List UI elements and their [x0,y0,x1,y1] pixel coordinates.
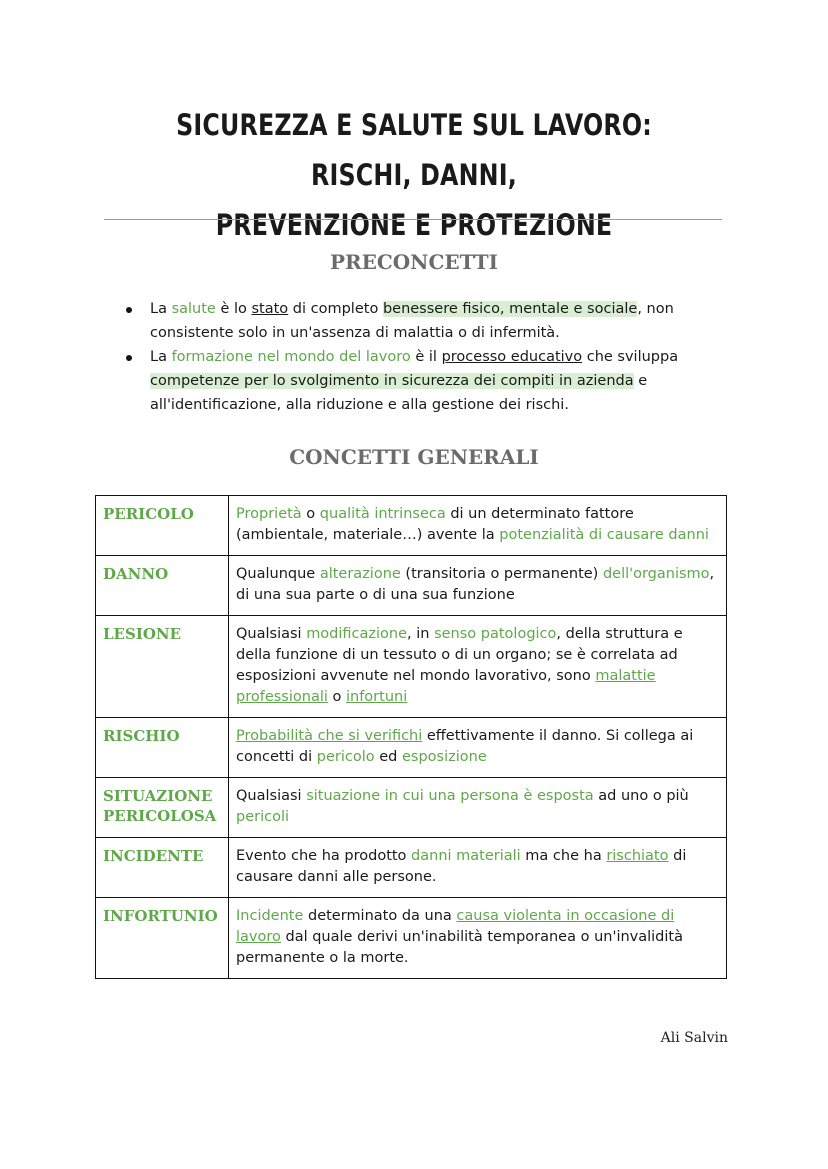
table-row [96,838,727,898]
text-segment: è lo [215,301,252,317]
emphasized-text: alterazione [319,566,401,582]
text-segment: di completo [288,301,383,317]
page-title [124,100,705,250]
emphasized-text: rischiato [606,848,669,864]
concept-definition [229,616,727,718]
table-row [96,556,727,616]
emphasized-text: pericolo [316,749,375,765]
concept-term: LESIONE [96,616,229,718]
emphasized-text: malattie professionali [236,668,656,705]
text-segment: , della struttura e della funzione di un tessuto o di un organo; se è correlata ad esposizioni avvenute nel mondo lavorativo, sono [236,626,683,684]
title-divider [104,219,722,220]
preconcetti-list [122,297,682,417]
concept-definition [229,718,727,778]
text-segment: di un determinato fattore (ambientale, materiale…) avente la [236,506,634,543]
title-line-1: SICUREZZA E SALUTE SUL LAVORO: RISCHI, DANNI, [176,108,652,192]
text-segment: o [327,689,346,705]
text-segment: ad uno o più [593,788,689,804]
emphasized-text: formazione nel mondo del lavoro [171,349,411,365]
text-segment: e all'identificazione, alla riduzione e alla gestione dei rischi. [150,373,648,413]
author-name: Ali Salvin [660,1030,728,1046]
title-line-2: PREVENZIONE E PROTEZIONE [215,208,613,242]
concept-definition [229,556,727,616]
emphasized-text: senso patologico [434,626,557,642]
section-heading-preconcetti: PRECONCETTI [329,250,499,274]
emphasized-text: Incidente [236,908,304,924]
table-row [96,898,727,979]
emphasized-text: pericoli [236,809,290,825]
text-segment: La [150,349,172,365]
table-row [96,616,727,718]
concept-term: RISCHIO [96,718,229,778]
text-segment: , di una sua parte o di una sua funzione [236,566,715,603]
concept-term: DANNO [96,556,229,616]
table-row [96,496,727,556]
concept-definition [229,838,727,898]
emphasized-text: benessere fisico, mentale e sociale [382,301,638,317]
concept-definition [229,496,727,556]
emphasized-text: qualità intrinseca [319,506,446,522]
text-segment: , non consistente solo in un'assenza di malattia o di infermità. [150,301,674,341]
list-item [122,345,682,417]
text-segment: Qualsiasi [236,626,307,642]
concept-definition [229,778,727,838]
text-segment: di causare danni alle persone. [236,848,687,885]
emphasized-text: infortuni [345,689,408,705]
text-segment: Evento che ha prodotto [236,848,412,864]
concepts-table [95,495,727,979]
text-segment: che sviluppa [582,349,679,365]
text-segment: , in [407,626,435,642]
concept-definition [229,898,727,979]
text-segment: dal quale derivi un'inabilità temporanea o un'invalidità permanente o la morte. [236,929,683,966]
section-heading-concetti-generali: CONCETTI GENERALI [289,445,539,469]
emphasized-text: modificazione [306,626,408,642]
list-item [122,297,682,345]
concept-term: INFORTUNIO [96,898,229,979]
table-row [96,778,727,838]
text-segment: ed [374,749,402,765]
text-segment: o [301,506,320,522]
emphasized-text: situazione in cui una persona è esposta [306,788,594,804]
emphasized-text: dell'organismo [602,566,710,582]
table-row [96,718,727,778]
text-segment: effettivamente il danno. Si collega ai concetti di [236,728,694,765]
emphasized-text: processo educativo [441,349,583,365]
text-segment: Qualunque [236,566,320,582]
text-segment: Qualsiasi [236,788,307,804]
concept-term: SITUAZIONE PERICOLOSA [96,778,229,838]
text-segment: ma che ha [520,848,607,864]
text-segment: è il [410,349,442,365]
emphasized-text: competenze per lo svolgimento in sicurezza dei compiti in azienda [150,373,634,389]
emphasized-text: Proprietà [236,506,302,522]
text-segment: (transitoria o permanente) [400,566,603,582]
text-segment: La [150,301,172,317]
emphasized-text: esposizione [401,749,487,765]
concept-term: PERICOLO [96,496,229,556]
emphasized-text: stato [251,301,289,317]
concept-term: INCIDENTE [96,838,229,898]
emphasized-text: Probabilità che si verifichi [236,728,423,744]
emphasized-text: salute [171,301,216,317]
emphasized-text: causa violenta in occasione di lavoro [236,908,675,945]
emphasized-text: danni materiali [411,848,521,864]
text-segment: determinato da una [303,908,457,924]
emphasized-text: potenzialità di causare danni [499,527,709,543]
